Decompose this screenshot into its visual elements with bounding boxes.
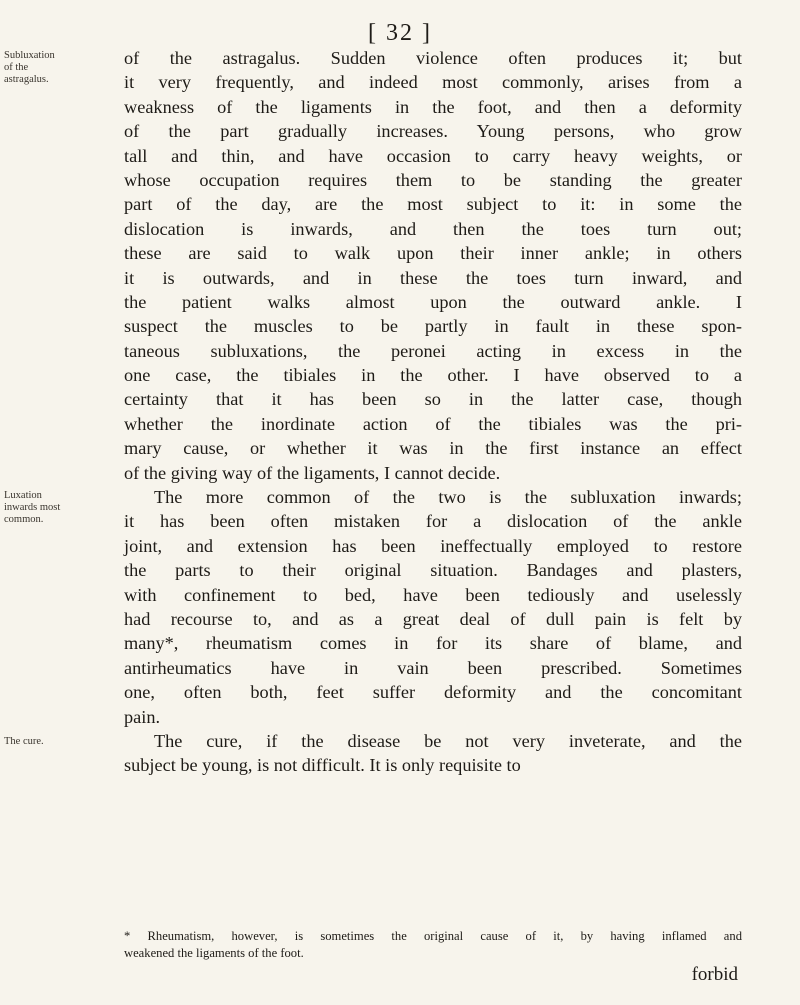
text-line: weakness of the ligaments in the foot, and then a deformity (124, 96, 742, 117)
text-line: mary cause, or whether it was in the first instance an effect (124, 438, 742, 459)
text-line: it has been often mistaken for a dislocation of the ankle (124, 511, 742, 532)
sidenote-luxation-inwards: Luxation inwards most common. (4, 490, 61, 525)
text-line: The more common of the two is the subluxation inwards; (154, 487, 742, 508)
text-line: with confinement to bed, have been tediously and uselessly (124, 584, 742, 605)
body-text (124, 46, 742, 778)
text-line: taneous subluxations, the peronei acting in excess in the (124, 340, 742, 361)
text-line: tall and thin, and have occasion to carry heavy weights, or (124, 145, 742, 166)
text-line: the patient walks almost upon the outward ankle. I (124, 291, 742, 312)
text-line: the parts to their original situation. Bandages and plasters, (124, 560, 742, 581)
sidenote-the-cure: The cure. (4, 736, 44, 747)
text-line: dislocation is inwards, and then the toes turn out; (124, 218, 742, 239)
text-line: these are said to walk upon their inner ankle; in others (124, 243, 742, 264)
text-line: antirheumatics have in vain been prescribed. Sometimes (124, 657, 742, 678)
footnote-line: * Rheumatism, however, is sometimes the original cause of it, by having inflamed and (124, 929, 742, 943)
text-line: certainty that it has been so in the latter case, though (124, 389, 742, 410)
text-line: whether the inordinate action of the tibiales was the pri- (124, 413, 742, 434)
page-number: [ 32 ] (368, 20, 432, 46)
text-line: of the giving way of the ligaments, I cannot decide. (124, 462, 501, 483)
text-line: it is outwards, and in these the toes turn inward, and (124, 267, 742, 288)
text-line: whose occupation requires them to be standing the greater (124, 169, 742, 190)
text-line: pain. (124, 706, 161, 727)
text-line: of the astragalus. Sudden violence often produces it; but (124, 48, 742, 68)
footnote-line: weakened the ligaments of the foot. (124, 946, 304, 960)
text-line: part of the day, are the most subject to it: in some the (124, 194, 742, 215)
text-line: one case, the tibiales in the other. I have observed to a (124, 365, 742, 386)
text-line: subject be young, is not difficult. It is only requisite to (124, 755, 521, 776)
footnote (124, 928, 742, 962)
text-line: suspect the muscles to be partly in fault in these spon- (124, 316, 742, 337)
text-line: joint, and extension has been ineffectually employed to restore (124, 535, 742, 556)
text-line: it very frequently, and indeed most commonly, arises from a (124, 72, 742, 93)
catchword: forbid (691, 964, 738, 985)
text-line: had recourse to, and as a great deal of dull pain is felt by (124, 608, 742, 629)
text-line: many*, rheumatism comes in for its share of blame, and (124, 633, 742, 654)
text-line: one, often both, feet suffer deformity and the concomitant (124, 682, 742, 703)
text-line: The cure, if the disease be not very inveterate, and the (154, 730, 742, 751)
sidenote-subluxation: Subluxation of the astragalus. (4, 50, 55, 85)
text-line: of the part gradually increases. Young persons, who grow (124, 121, 742, 142)
